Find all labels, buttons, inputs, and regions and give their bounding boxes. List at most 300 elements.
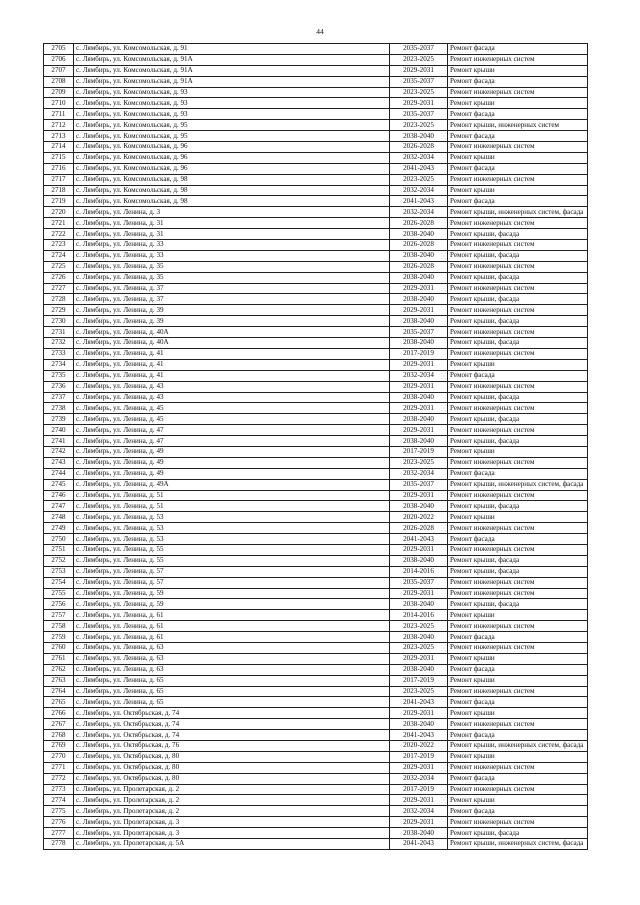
address-cell: с. Лямбирь, ул. Ленина, д. 61 bbox=[74, 621, 390, 632]
table-row bbox=[44, 523, 588, 534]
work-type-cell: Ремонт инженерных систем bbox=[448, 261, 588, 272]
address-cell: с. Лямбирь, ул. Комсомольская, д. 91 bbox=[74, 44, 390, 55]
work-type-cell: Ремонт инженерных систем bbox=[448, 283, 588, 294]
row-number-cell: 2764 bbox=[44, 686, 74, 697]
table-row bbox=[44, 642, 588, 653]
work-type-cell: Ремонт инженерных систем bbox=[448, 305, 588, 316]
table-row bbox=[44, 599, 588, 610]
table-row bbox=[44, 65, 588, 76]
table-row bbox=[44, 610, 588, 621]
row-number-cell: 2729 bbox=[44, 305, 74, 316]
table-row bbox=[44, 327, 588, 338]
work-type-cell: Ремонт инженерных систем bbox=[448, 457, 588, 468]
row-number-cell: 2715 bbox=[44, 152, 74, 163]
row-number-cell: 2759 bbox=[44, 632, 74, 643]
table-row bbox=[44, 544, 588, 555]
work-type-cell: Ремонт фасада bbox=[448, 773, 588, 784]
period-cell: 2026-2028 bbox=[390, 218, 448, 229]
row-number-cell: 2728 bbox=[44, 294, 74, 305]
address-cell: с. Лямбирь, ул. Комсомольская, д. 91А bbox=[74, 54, 390, 65]
table-row bbox=[44, 719, 588, 730]
table-row bbox=[44, 501, 588, 512]
address-cell: с. Лямбирь, ул. Комсомольская, д. 93 bbox=[74, 98, 390, 109]
table-row bbox=[44, 131, 588, 142]
address-cell: с. Лямбирь, ул. Октябрьская, д. 80 bbox=[74, 751, 390, 762]
period-cell: 2038-2040 bbox=[390, 664, 448, 675]
address-cell: с. Лямбирь, ул. Ленина, д. 33 bbox=[74, 250, 390, 261]
address-cell: с. Лямбирь, ул. Ленина, д. 35 bbox=[74, 272, 390, 283]
work-type-cell: Ремонт крыши bbox=[448, 795, 588, 806]
period-cell: 2026-2028 bbox=[390, 142, 448, 153]
period-cell: 2023-2025 bbox=[390, 120, 448, 131]
address-cell: с. Лямбирь, ул. Комсомольская, д. 96 bbox=[74, 163, 390, 174]
row-number-cell: 2778 bbox=[44, 839, 74, 850]
row-number-cell: 2746 bbox=[44, 490, 74, 501]
address-cell: с. Лямбирь, ул. Ленина, д. 31 bbox=[74, 229, 390, 240]
address-cell: с. Лямбирь, ул. Комсомольская, д. 91А bbox=[74, 76, 390, 87]
address-cell: с. Лямбирь, ул. Комсомольская, д. 93 bbox=[74, 87, 390, 98]
work-type-cell: Ремонт крыши, фасада bbox=[448, 566, 588, 577]
work-type-cell: Ремонт фасада bbox=[448, 697, 588, 708]
address-cell: с. Лямбирь, ул. Комсомольская, д. 91А bbox=[74, 65, 390, 76]
work-type-cell: Ремонт крыши bbox=[448, 98, 588, 109]
address-cell: с. Лямбирь, ул. Комсомольская, д. 98 bbox=[74, 174, 390, 185]
work-type-cell: Ремонт инженерных систем bbox=[448, 642, 588, 653]
address-cell: с. Лямбирь, ул. Ленина, д. 31 bbox=[74, 218, 390, 229]
address-cell: с. Лямбирь, ул. Ленина, д. 63 bbox=[74, 653, 390, 664]
address-cell: с. Лямбирь, ул. Ленина, д. 33 bbox=[74, 240, 390, 251]
address-cell: с. Лямбирь, ул. Комсомольская, д. 96 bbox=[74, 142, 390, 153]
period-cell: 2038-2040 bbox=[390, 599, 448, 610]
row-number-cell: 2731 bbox=[44, 327, 74, 338]
table-body bbox=[44, 44, 588, 850]
period-cell: 2038-2040 bbox=[390, 828, 448, 839]
period-cell: 2029-2031 bbox=[390, 283, 448, 294]
work-type-cell: Ремонт фасада bbox=[448, 109, 588, 120]
row-number-cell: 2742 bbox=[44, 446, 74, 457]
work-type-cell: Ремонт фасада bbox=[448, 163, 588, 174]
row-number-cell: 2730 bbox=[44, 316, 74, 327]
row-number-cell: 2770 bbox=[44, 751, 74, 762]
work-type-cell: Ремонт фасада bbox=[448, 632, 588, 643]
address-cell: с. Лямбирь, ул. Комсомольская, д. 95 bbox=[74, 120, 390, 131]
table-row bbox=[44, 185, 588, 196]
row-number-cell: 2771 bbox=[44, 762, 74, 773]
row-number-cell: 2706 bbox=[44, 54, 74, 65]
row-number-cell: 2717 bbox=[44, 174, 74, 185]
table-row bbox=[44, 741, 588, 752]
work-type-cell: Ремонт инженерных систем bbox=[448, 784, 588, 795]
work-type-cell: Ремонт крыши, фасада bbox=[448, 414, 588, 425]
period-cell: 2038-2040 bbox=[390, 250, 448, 261]
table-row bbox=[44, 479, 588, 490]
period-cell: 2023-2025 bbox=[390, 54, 448, 65]
row-number-cell: 2758 bbox=[44, 621, 74, 632]
period-cell: 2020-2022 bbox=[390, 741, 448, 752]
address-cell: с. Лямбирь, ул. Ленина, д. 53 bbox=[74, 512, 390, 523]
address-cell: с. Лямбирь, ул. Октябрьская, д. 76 bbox=[74, 741, 390, 752]
address-cell: с. Лямбирь, ул. Ленина, д. 3 bbox=[74, 207, 390, 218]
period-cell: 2038-2040 bbox=[390, 131, 448, 142]
row-number-cell: 2775 bbox=[44, 806, 74, 817]
work-type-cell: Ремонт инженерных систем bbox=[448, 348, 588, 359]
work-type-cell: Ремонт инженерных систем bbox=[448, 87, 588, 98]
period-cell: 2038-2040 bbox=[390, 392, 448, 403]
address-cell: с. Лямбирь, ул. Ленина, д. 49 bbox=[74, 446, 390, 457]
period-cell: 2017-2019 bbox=[390, 751, 448, 762]
table-row bbox=[44, 817, 588, 828]
table-row bbox=[44, 338, 588, 349]
row-number-cell: 2766 bbox=[44, 708, 74, 719]
address-cell: с. Лямбирь, ул. Ленина, д. 55 bbox=[74, 555, 390, 566]
period-cell: 2038-2040 bbox=[390, 272, 448, 283]
table-row bbox=[44, 174, 588, 185]
address-cell: с. Лямбирь, ул. Ленина, д. 39 bbox=[74, 305, 390, 316]
work-type-cell: Ремонт инженерных систем bbox=[448, 54, 588, 65]
work-type-cell: Ремонт фасада bbox=[448, 76, 588, 87]
address-cell: с. Лямбирь, ул. Ленина, д. 40А bbox=[74, 327, 390, 338]
row-number-cell: 2772 bbox=[44, 773, 74, 784]
address-cell: с. Лямбирь, ул. Ленина, д. 61 bbox=[74, 610, 390, 621]
work-type-cell: Ремонт инженерных систем bbox=[448, 490, 588, 501]
period-cell: 2029-2031 bbox=[390, 762, 448, 773]
table-row bbox=[44, 839, 588, 850]
work-type-cell: Ремонт крыши, фасада bbox=[448, 338, 588, 349]
table-row bbox=[44, 316, 588, 327]
work-type-cell: Ремонт инженерных систем bbox=[448, 686, 588, 697]
row-number-cell: 2777 bbox=[44, 828, 74, 839]
period-cell: 2023-2025 bbox=[390, 621, 448, 632]
work-type-cell: Ремонт крыши bbox=[448, 359, 588, 370]
row-number-cell: 2727 bbox=[44, 283, 74, 294]
row-number-cell: 2750 bbox=[44, 534, 74, 545]
work-type-cell: Ремонт инженерных систем bbox=[448, 327, 588, 338]
row-number-cell: 2748 bbox=[44, 512, 74, 523]
table-row bbox=[44, 773, 588, 784]
work-type-cell: Ремонт крыши bbox=[448, 610, 588, 621]
period-cell: 2032-2034 bbox=[390, 806, 448, 817]
address-cell: с. Лямбирь, ул. Ленина, д. 51 bbox=[74, 501, 390, 512]
row-number-cell: 2726 bbox=[44, 272, 74, 283]
table-row bbox=[44, 163, 588, 174]
table-row bbox=[44, 534, 588, 545]
row-number-cell: 2762 bbox=[44, 664, 74, 675]
address-cell: с. Лямбирь, ул. Пролетарская, д. 2 bbox=[74, 795, 390, 806]
work-type-cell: Ремонт инженерных систем bbox=[448, 174, 588, 185]
row-number-cell: 2740 bbox=[44, 425, 74, 436]
address-cell: с. Лямбирь, ул. Ленина, д. 63 bbox=[74, 642, 390, 653]
period-cell: 2038-2040 bbox=[390, 719, 448, 730]
row-number-cell: 2769 bbox=[44, 741, 74, 752]
table-row bbox=[44, 653, 588, 664]
row-number-cell: 2735 bbox=[44, 370, 74, 381]
table-row bbox=[44, 436, 588, 447]
work-type-cell: Ремонт фасада bbox=[448, 664, 588, 675]
period-cell: 2041-2043 bbox=[390, 697, 448, 708]
table-row bbox=[44, 828, 588, 839]
work-type-cell: Ремонт крыши, фасада bbox=[448, 272, 588, 283]
address-cell: с. Лямбирь, ул. Пролетарская, д. 2 bbox=[74, 806, 390, 817]
table-row bbox=[44, 54, 588, 65]
address-cell: с. Лямбирь, ул. Ленина, д. 41 bbox=[74, 370, 390, 381]
address-cell: с. Лямбирь, ул. Ленина, д. 39 bbox=[74, 316, 390, 327]
address-cell: с. Лямбирь, ул. Октябрьская, д. 80 bbox=[74, 762, 390, 773]
address-cell: с. Лямбирь, ул. Ленина, д. 37 bbox=[74, 283, 390, 294]
period-cell: 2035-2037 bbox=[390, 76, 448, 87]
work-type-cell: Ремонт инженерных систем bbox=[448, 142, 588, 153]
work-type-cell: Ремонт фасада bbox=[448, 370, 588, 381]
address-cell: с. Лямбирь, ул. Комсомольская, д. 96 bbox=[74, 152, 390, 163]
row-number-cell: 2745 bbox=[44, 479, 74, 490]
row-number-cell: 2718 bbox=[44, 185, 74, 196]
work-type-cell: Ремонт фасада bbox=[448, 44, 588, 55]
work-type-cell: Ремонт крыши, инженерных систем, фасада bbox=[448, 479, 588, 490]
period-cell: 2029-2031 bbox=[390, 490, 448, 501]
table-row bbox=[44, 762, 588, 773]
address-cell: с. Лямбирь, ул. Ленина, д. 43 bbox=[74, 392, 390, 403]
table-row bbox=[44, 261, 588, 272]
page-number: 44 bbox=[316, 27, 324, 36]
row-number-cell: 2714 bbox=[44, 142, 74, 153]
address-cell: с. Лямбирь, ул. Ленина, д. 65 bbox=[74, 675, 390, 686]
address-cell: с. Лямбирь, ул. Ленина, д. 57 bbox=[74, 566, 390, 577]
address-cell: с. Лямбирь, ул. Ленина, д. 57 bbox=[74, 577, 390, 588]
row-number-cell: 2757 bbox=[44, 610, 74, 621]
period-cell: 2017-2019 bbox=[390, 675, 448, 686]
table-row bbox=[44, 44, 588, 55]
address-cell: с. Лямбирь, ул. Октябрьская, д. 74 bbox=[74, 708, 390, 719]
work-type-cell: Ремонт крыши bbox=[448, 512, 588, 523]
work-type-cell: Ремонт инженерных систем bbox=[448, 218, 588, 229]
row-number-cell: 2722 bbox=[44, 229, 74, 240]
period-cell: 2014-2016 bbox=[390, 610, 448, 621]
address-cell: с. Лямбирь, ул. Ленина, д. 65 bbox=[74, 686, 390, 697]
row-number-cell: 2734 bbox=[44, 359, 74, 370]
table-row bbox=[44, 120, 588, 131]
table-row bbox=[44, 370, 588, 381]
table-row bbox=[44, 697, 588, 708]
address-cell: с. Лямбирь, ул. Ленина, д. 61 bbox=[74, 632, 390, 643]
address-cell: с. Лямбирь, ул. Комсомольская, д. 98 bbox=[74, 185, 390, 196]
period-cell: 2038-2040 bbox=[390, 555, 448, 566]
row-number-cell: 2725 bbox=[44, 261, 74, 272]
row-number-cell: 2774 bbox=[44, 795, 74, 806]
work-type-cell: Ремонт фасада bbox=[448, 534, 588, 545]
work-type-cell: Ремонт крыши, фасада bbox=[448, 294, 588, 305]
row-number-cell: 2763 bbox=[44, 675, 74, 686]
table-row bbox=[44, 142, 588, 153]
address-cell: с. Лямбирь, ул. Комсомольская, д. 93 bbox=[74, 109, 390, 120]
row-number-cell: 2743 bbox=[44, 457, 74, 468]
period-cell: 2038-2040 bbox=[390, 632, 448, 643]
period-cell: 2029-2031 bbox=[390, 403, 448, 414]
period-cell: 2041-2043 bbox=[390, 196, 448, 207]
row-number-cell: 2739 bbox=[44, 414, 74, 425]
period-cell: 2038-2040 bbox=[390, 436, 448, 447]
address-cell: с. Лямбирь, ул. Пролетарская, д. 3 bbox=[74, 817, 390, 828]
table-row bbox=[44, 577, 588, 588]
table-row bbox=[44, 98, 588, 109]
table-row bbox=[44, 490, 588, 501]
period-cell: 2017-2019 bbox=[390, 348, 448, 359]
period-cell: 2029-2031 bbox=[390, 425, 448, 436]
address-cell: с. Лямбирь, ул. Ленина, д. 53 bbox=[74, 523, 390, 534]
work-type-cell: Ремонт инженерных систем bbox=[448, 523, 588, 534]
period-cell: 2023-2025 bbox=[390, 457, 448, 468]
row-number-cell: 2713 bbox=[44, 131, 74, 142]
row-number-cell: 2721 bbox=[44, 218, 74, 229]
address-cell: с. Лямбирь, ул. Ленина, д. 45 bbox=[74, 403, 390, 414]
period-cell: 2038-2040 bbox=[390, 414, 448, 425]
period-cell: 2029-2031 bbox=[390, 359, 448, 370]
work-type-cell: Ремонт крыши bbox=[448, 65, 588, 76]
work-type-cell: Ремонт фасада bbox=[448, 131, 588, 142]
period-cell: 2023-2025 bbox=[390, 87, 448, 98]
row-number-cell: 2752 bbox=[44, 555, 74, 566]
address-cell: с. Лямбирь, ул. Ленина, д. 53 bbox=[74, 534, 390, 545]
period-cell: 2020-2022 bbox=[390, 512, 448, 523]
address-cell: с. Лямбирь, ул. Ленина, д. 40А bbox=[74, 338, 390, 349]
period-cell: 2038-2040 bbox=[390, 501, 448, 512]
address-cell: с. Лямбирь, ул. Пролетарская, д. 3 bbox=[74, 828, 390, 839]
table-row bbox=[44, 751, 588, 762]
table-row bbox=[44, 392, 588, 403]
period-cell: 2035-2037 bbox=[390, 109, 448, 120]
period-cell: 2023-2025 bbox=[390, 642, 448, 653]
period-cell: 2029-2031 bbox=[390, 708, 448, 719]
address-cell: с. Лямбирь, ул. Ленина, д. 49 bbox=[74, 468, 390, 479]
period-cell: 2035-2037 bbox=[390, 577, 448, 588]
table-row bbox=[44, 664, 588, 675]
address-cell: с. Лямбирь, ул. Ленина, д. 37 bbox=[74, 294, 390, 305]
table-row bbox=[44, 348, 588, 359]
work-type-cell: Ремонт крыши, инженерных систем, фасада bbox=[448, 839, 588, 850]
row-number-cell: 2761 bbox=[44, 653, 74, 664]
address-cell: с. Лямбирь, ул. Ленина, д. 43 bbox=[74, 381, 390, 392]
row-number-cell: 2709 bbox=[44, 87, 74, 98]
work-type-cell: Ремонт инженерных систем bbox=[448, 719, 588, 730]
work-type-cell: Ремонт крыши bbox=[448, 152, 588, 163]
address-cell: с. Лямбирь, ул. Октябрьская, д. 74 bbox=[74, 719, 390, 730]
row-number-cell: 2753 bbox=[44, 566, 74, 577]
period-cell: 2041-2043 bbox=[390, 730, 448, 741]
period-cell: 2041-2043 bbox=[390, 163, 448, 174]
row-number-cell: 2710 bbox=[44, 98, 74, 109]
table-row bbox=[44, 675, 588, 686]
period-cell: 2026-2028 bbox=[390, 240, 448, 251]
period-cell: 2038-2040 bbox=[390, 294, 448, 305]
row-number-cell: 2705 bbox=[44, 44, 74, 55]
table-row bbox=[44, 240, 588, 251]
work-type-cell: Ремонт крыши, фасада bbox=[448, 229, 588, 240]
row-number-cell: 2724 bbox=[44, 250, 74, 261]
row-number-cell: 2732 bbox=[44, 338, 74, 349]
row-number-cell: 2720 bbox=[44, 207, 74, 218]
table-row bbox=[44, 218, 588, 229]
period-cell: 2032-2034 bbox=[390, 185, 448, 196]
table-row bbox=[44, 632, 588, 643]
table-row bbox=[44, 446, 588, 457]
period-cell: 2035-2037 bbox=[390, 479, 448, 490]
period-cell: 2017-2019 bbox=[390, 784, 448, 795]
table-row bbox=[44, 305, 588, 316]
table-row bbox=[44, 152, 588, 163]
work-type-cell: Ремонт инженерных систем bbox=[448, 240, 588, 251]
table-row bbox=[44, 207, 588, 218]
row-number-cell: 2736 bbox=[44, 381, 74, 392]
table-row bbox=[44, 730, 588, 741]
table-row bbox=[44, 425, 588, 436]
row-number-cell: 2719 bbox=[44, 196, 74, 207]
work-type-cell: Ремонт крыши, фасада bbox=[448, 501, 588, 512]
table-row bbox=[44, 87, 588, 98]
address-cell: с. Лямбирь, ул. Ленина, д. 55 bbox=[74, 544, 390, 555]
work-type-cell: Ремонт крыши, инженерных систем bbox=[448, 120, 588, 131]
table-row bbox=[44, 381, 588, 392]
table-row bbox=[44, 414, 588, 425]
work-type-cell: Ремонт инженерных систем bbox=[448, 425, 588, 436]
work-type-cell: Ремонт инженерных систем bbox=[448, 403, 588, 414]
address-cell: с. Лямбирь, ул. Ленина, д. 63 bbox=[74, 664, 390, 675]
period-cell: 2038-2040 bbox=[390, 229, 448, 240]
address-cell: с. Лямбирь, ул. Комсомольская, д. 98 bbox=[74, 196, 390, 207]
period-cell: 2041-2043 bbox=[390, 534, 448, 545]
work-type-cell: Ремонт крыши bbox=[448, 653, 588, 664]
row-number-cell: 2741 bbox=[44, 436, 74, 447]
period-cell: 2035-2037 bbox=[390, 327, 448, 338]
period-cell: 2029-2031 bbox=[390, 305, 448, 316]
work-type-cell: Ремонт инженерных систем bbox=[448, 588, 588, 599]
period-cell: 2029-2031 bbox=[390, 817, 448, 828]
period-cell: 2041-2043 bbox=[390, 839, 448, 850]
repair-schedule-table bbox=[43, 43, 588, 850]
table-row bbox=[44, 76, 588, 87]
period-cell: 2032-2034 bbox=[390, 773, 448, 784]
address-cell: с. Лямбирь, ул. Пролетарская, д. 5А bbox=[74, 839, 390, 850]
row-number-cell: 2738 bbox=[44, 403, 74, 414]
work-type-cell: Ремонт крыши, инженерных систем, фасада bbox=[448, 741, 588, 752]
row-number-cell: 2744 bbox=[44, 468, 74, 479]
row-number-cell: 2708 bbox=[44, 76, 74, 87]
work-type-cell: Ремонт крыши, фасада bbox=[448, 436, 588, 447]
address-cell: с. Лямбирь, ул. Ленина, д. 47 bbox=[74, 425, 390, 436]
row-number-cell: 2776 bbox=[44, 817, 74, 828]
table-row bbox=[44, 457, 588, 468]
work-type-cell: Ремонт крыши, фасада bbox=[448, 828, 588, 839]
work-type-cell: Ремонт крыши bbox=[448, 185, 588, 196]
row-number-cell: 2755 bbox=[44, 588, 74, 599]
period-cell: 2029-2031 bbox=[390, 544, 448, 555]
row-number-cell: 2767 bbox=[44, 719, 74, 730]
row-number-cell: 2737 bbox=[44, 392, 74, 403]
address-cell: с. Лямбирь, ул. Ленина, д. 59 bbox=[74, 599, 390, 610]
work-type-cell: Ремонт фасада bbox=[448, 196, 588, 207]
address-cell: с. Лямбирь, ул. Комсомольская, д. 95 bbox=[74, 131, 390, 142]
work-type-cell: Ремонт инженерных систем bbox=[448, 577, 588, 588]
period-cell: 2032-2034 bbox=[390, 207, 448, 218]
address-cell: с. Лямбирь, ул. Ленина, д. 65 bbox=[74, 697, 390, 708]
work-type-cell: Ремонт инженерных систем bbox=[448, 762, 588, 773]
address-cell: с. Лямбирь, ул. Ленина, д. 45 bbox=[74, 414, 390, 425]
table-row bbox=[44, 555, 588, 566]
table-row bbox=[44, 359, 588, 370]
row-number-cell: 2716 bbox=[44, 163, 74, 174]
table-row bbox=[44, 795, 588, 806]
table-row bbox=[44, 566, 588, 577]
address-cell: с. Лямбирь, ул. Ленина, д. 41 bbox=[74, 359, 390, 370]
row-number-cell: 2747 bbox=[44, 501, 74, 512]
row-number-cell: 2765 bbox=[44, 697, 74, 708]
